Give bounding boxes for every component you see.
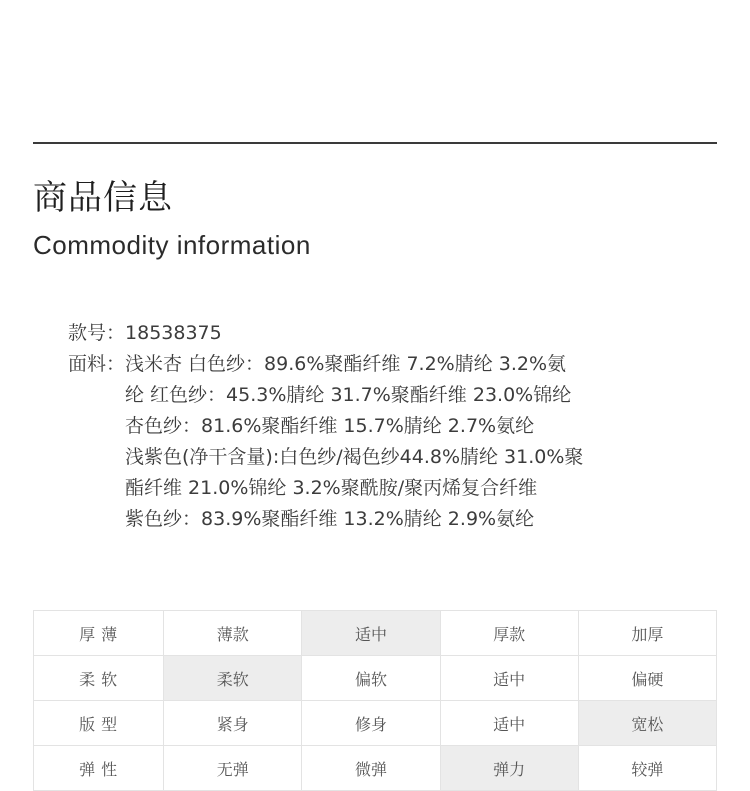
- spec-fabric-value: [125, 349, 708, 535]
- fabric-line: 酯纤维 21.0%锦纶 3.2%聚酰胺/聚丙烯复合纤维: [125, 477, 538, 499]
- attribute-option[interactable]: 无弹: [164, 746, 302, 791]
- spec-style-number: [68, 318, 708, 349]
- spec-list: [68, 318, 708, 535]
- attribute-option[interactable]: 微弹: [302, 746, 440, 791]
- attribute-option[interactable]: 适中: [440, 701, 578, 746]
- page-subtitle: Commodity information: [33, 230, 311, 260]
- attribute-option-selected[interactable]: 适中: [302, 611, 440, 656]
- attribute-name-softness: 柔软: [34, 656, 164, 701]
- spec-style-number-label: 款号：: [68, 322, 126, 344]
- attribute-name-fit: 版型: [34, 701, 164, 746]
- attribute-name-thickness: 厚薄: [34, 611, 164, 656]
- table-row: [34, 701, 717, 746]
- spec-fabric: [68, 349, 708, 535]
- attribute-option[interactable]: 修身: [302, 701, 440, 746]
- attribute-name-elasticity: 弹性: [34, 746, 164, 791]
- fabric-line: 浅米杏 白色纱：89.6%聚酯纤维 7.2%腈纶 3.2%氨: [125, 353, 567, 375]
- attribute-option[interactable]: 加厚: [578, 611, 716, 656]
- attribute-option[interactable]: 紧身: [164, 701, 302, 746]
- table-row: [34, 611, 717, 656]
- fabric-line: 浅紫色(净干含量):白色纱/褐色纱44.8%腈纶 31.0%聚: [125, 446, 584, 468]
- attribute-option[interactable]: 偏硬: [578, 656, 716, 701]
- table-row: [34, 746, 717, 791]
- attribute-option[interactable]: 偏软: [302, 656, 440, 701]
- attribute-option-selected[interactable]: 宽松: [578, 701, 716, 746]
- attribute-option[interactable]: 适中: [440, 656, 578, 701]
- fabric-line: 纶 红色纱：45.3%腈纶 31.7%聚酯纤维 23.0%锦纶: [125, 384, 572, 406]
- attribute-option[interactable]: 薄款: [164, 611, 302, 656]
- attribute-option[interactable]: 厚款: [440, 611, 578, 656]
- section-divider: [33, 142, 717, 144]
- attribute-option-selected[interactable]: 柔软: [164, 656, 302, 701]
- spec-style-number-value: 18538375: [125, 322, 222, 344]
- table-row: [34, 656, 717, 701]
- page-title: 商品信息: [33, 178, 173, 218]
- attribute-option[interactable]: 较弹: [578, 746, 716, 791]
- attribute-table: [33, 610, 717, 791]
- attribute-option-selected[interactable]: 弹力: [440, 746, 578, 791]
- fabric-line: 紫色纱：83.9%聚酯纤维 13.2%腈纶 2.9%氨纶: [125, 508, 535, 530]
- fabric-line: 杏色纱：81.6%聚酯纤维 15.7%腈纶 2.7%氨纶: [125, 415, 535, 437]
- spec-fabric-label: 面料：: [68, 353, 126, 375]
